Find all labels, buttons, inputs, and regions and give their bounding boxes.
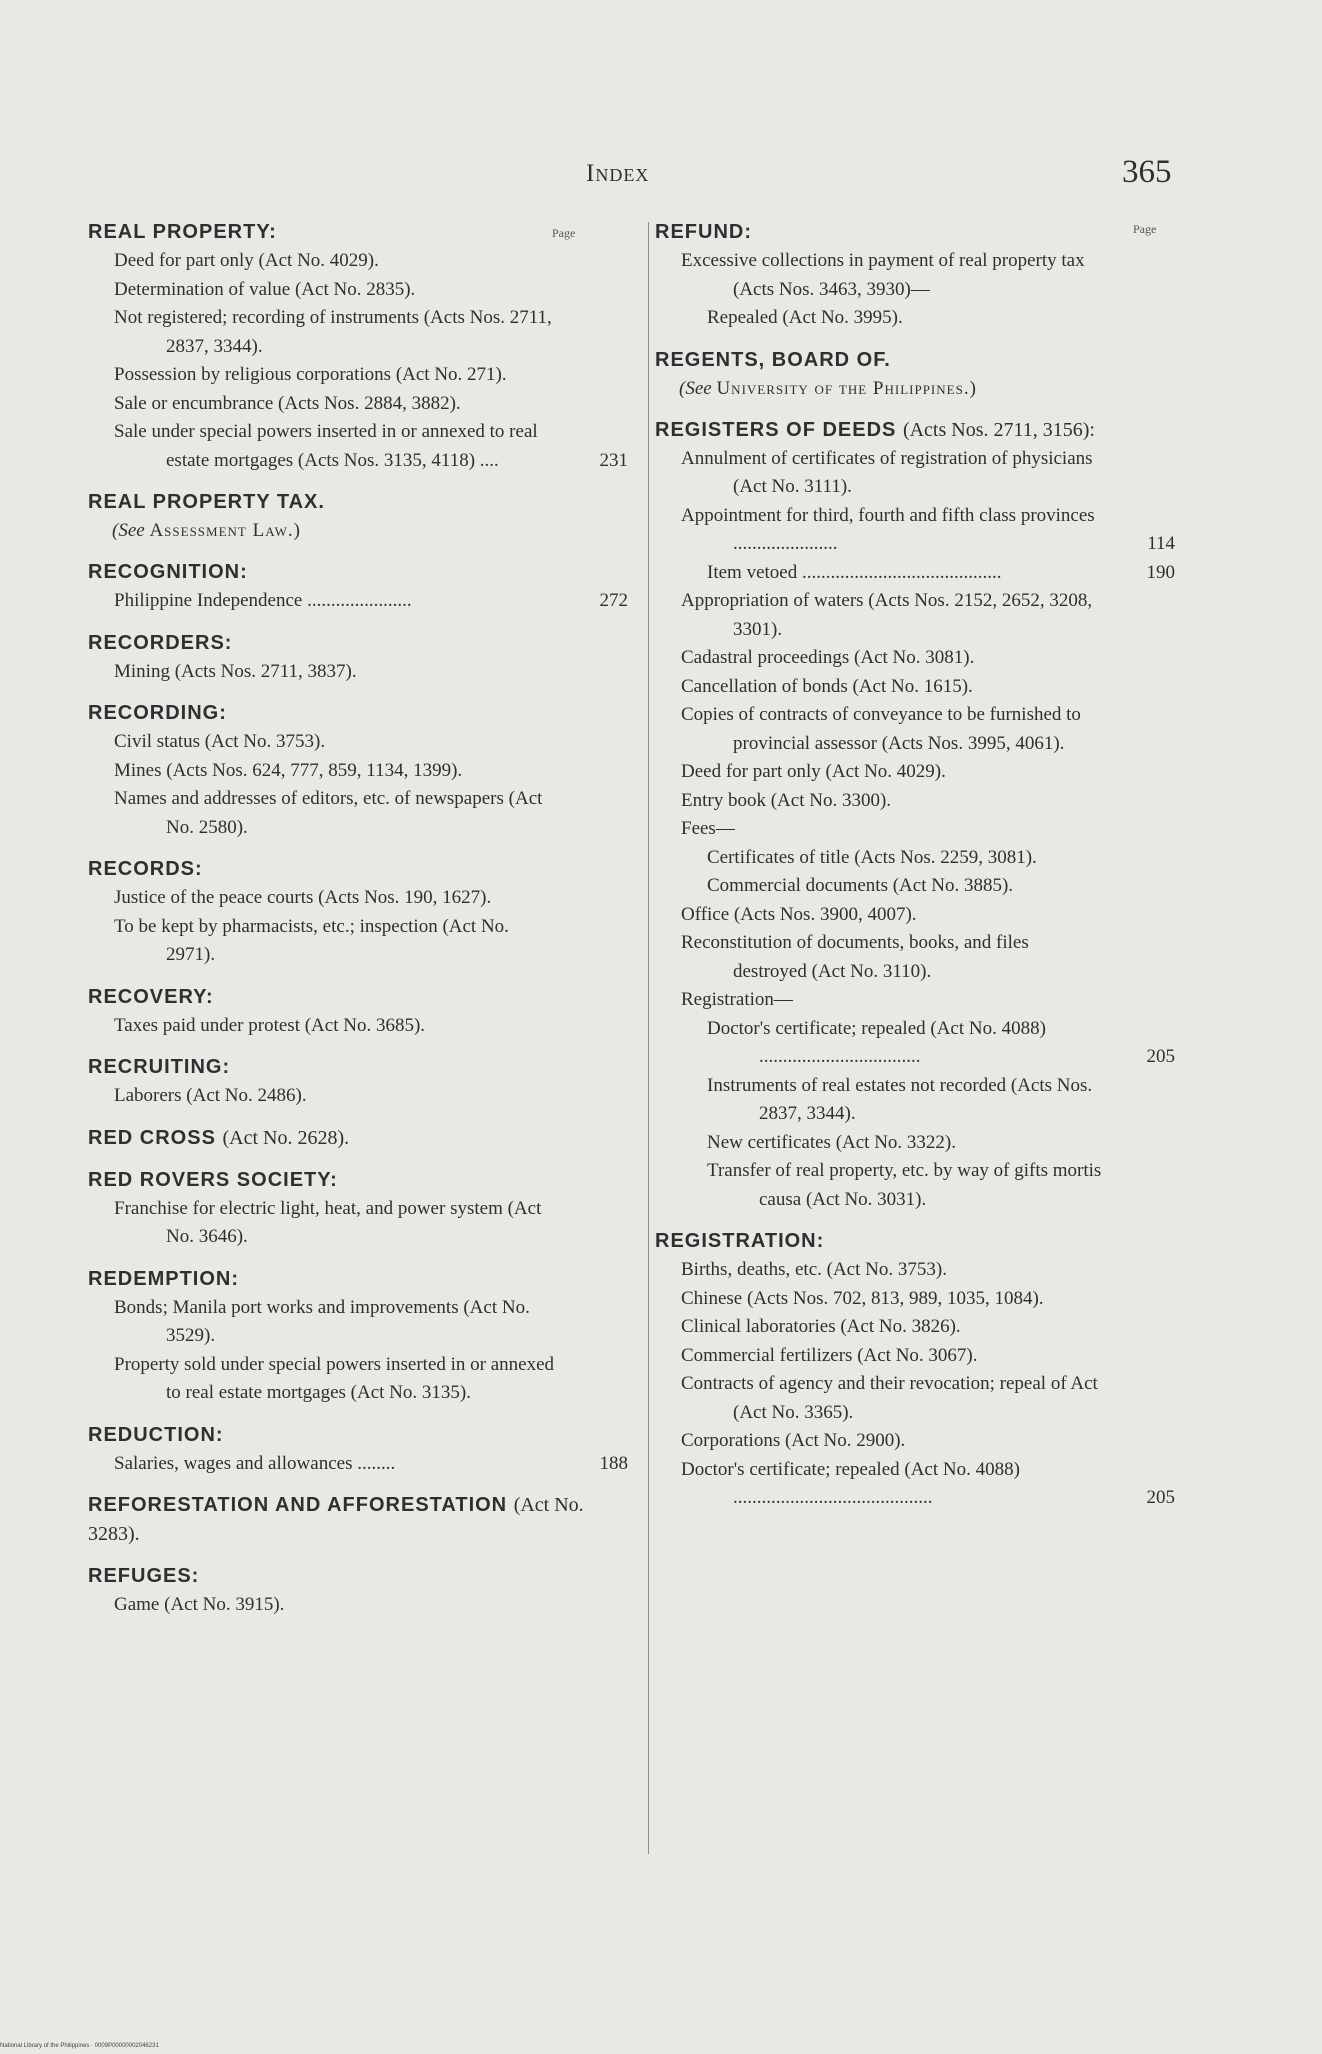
index-section [88,1562,628,1620]
index-entry [655,1456,1175,1513]
entry-text: Office (Acts Nos. 3900, 4007). [681,903,917,925]
entry-text: New certificates (Act No. 3322). [707,1131,957,1153]
entry-page-number: 114 [1147,533,1175,554]
heading-text: RED ROVERS SOCIETY: [88,1168,338,1191]
index-entry [655,986,1175,1015]
section-heading [88,629,628,658]
index-entry [655,844,1175,873]
entry-text: Copies of contracts of conveyance to be furnished to provincial assessor (Acts Nos. 3995, 4061). [681,704,1081,754]
entry-text: Corporations (Act No. 2900). [681,1430,906,1451]
entry-page-number: 188 [599,1452,628,1474]
right-page-column-label: Page [1133,222,1157,236]
entry-text: Determination of value (Act No. 2835). [114,278,416,300]
entry-page-number: 205 [1146,1487,1175,1508]
index-entry [655,247,1175,304]
column-divider [648,222,649,1854]
entry-text: Game (Act No. 3915). [114,1594,285,1615]
heading-text: RED CROSS [88,1126,216,1149]
section-heading [655,416,1175,445]
entry-text: Not registered; recording of instruments (Acts Nos. 2711, 2837, 3344). [114,307,552,357]
see-target: University of the Philippines.) [716,377,977,399]
index-entry [88,1195,628,1252]
entry-text: Franchise for electric light, heat, and power system (Act No. 3646). [114,1197,542,1247]
section-heading [88,1166,628,1195]
heading-text: REFUGES: [88,1565,200,1587]
heading-text: REAL PROPERTY: [88,221,277,243]
heading-text: RECRUITING: [88,1056,231,1078]
heading-text: REDEMPTION: [88,1267,239,1290]
entry-text: Repealed (Act No. 3995). [707,307,903,328]
index-entry [88,1012,628,1041]
index-entry [88,390,628,419]
index-section [655,346,1175,403]
index-entry [655,1313,1175,1342]
see-prefix: (See [112,520,145,541]
index-entry [88,418,628,475]
index-section [88,1491,628,1549]
section-heading [655,346,1175,375]
entry-text: Laborers (Act No. 2486). [114,1085,307,1106]
entry-text: Mining (Acts Nos. 2711, 3837). [114,660,357,682]
entry-text: Salaries, wages and allowances ........ [114,1452,396,1474]
entry-page-number: 231 [599,449,628,471]
section-heading [88,983,628,1012]
heading-text: REGISTERS OF DEEDS [655,418,897,441]
index-section [655,218,1175,333]
section-heading [88,699,628,728]
heading-reference: (Acts Nos. 2711, 3156): [902,418,1095,441]
entry-text: Fees— [681,818,735,839]
section-heading [88,1562,628,1591]
entry-text: Bonds; Manila port works and improvements (Act No. 3529). [114,1296,530,1346]
running-header-title: Index [586,160,650,187]
entry-text: Certificates of title (Acts Nos. 2259, 3081). [707,846,1037,868]
section-heading [88,488,628,517]
entry-text: Taxes paid under protest (Act No. 3685). [114,1014,426,1036]
index-entry [655,1285,1175,1314]
index-entry [655,787,1175,816]
see-reference [655,375,1175,403]
entry-text: Sale or encumbrance (Acts Nos. 2884, 3882). [114,392,461,414]
entry-text: Sale under special powers inserted in or annexed to real estate mortgages (Acts Nos. 3135, 4118) .... [114,421,538,471]
index-entry [655,1370,1175,1427]
entry-text: Cadastral proceedings (Act No. 3081). [681,647,975,668]
index-entry [655,304,1175,333]
index-entry [655,758,1175,787]
entry-text: Excessive collections in payment of real property tax (Acts Nos. 3463, 3930)— [681,250,1085,300]
index-section [88,1421,628,1479]
left-index-column [88,218,628,1633]
index-section [88,983,628,1041]
entry-text: Instruments of real estates not recorded (Acts Nos. 2837, 3344). [707,1074,1093,1124]
section-heading [88,1124,628,1153]
index-section [88,629,628,687]
entry-text: Reconstitution of documents, books, and files destroyed (Act No. 3110). [681,932,1029,982]
entry-text: Deed for part only (Act No. 4029). [114,250,379,271]
entry-text: Appropriation of waters (Acts Nos. 2152, 2652, 3208, 3301). [681,590,1093,640]
index-entry [88,1450,628,1479]
heading-text: REFORESTATION AND AFFORESTATION [88,1494,508,1516]
entry-text: Mines (Acts Nos. 624, 777, 859, 1134, 1399). [114,759,463,781]
entry-text: Appointment for third, fourth and fifth class provinces ...................... [681,504,1095,554]
entry-text: Commercial fertilizers (Act No. 3067). [681,1344,978,1366]
see-target: Assessment Law.) [149,520,301,541]
index-entry [655,929,1175,986]
right-index-column [655,218,1175,1526]
index-entry [88,785,628,842]
index-section [88,558,628,616]
index-entry [655,701,1175,758]
index-section [88,218,628,475]
index-entry [655,587,1175,644]
entry-text: Property sold under special powers inserted in or annexed to real estate mortgages (Act No. 3135). [114,1353,555,1403]
heading-text: RECOVERY: [88,985,214,1008]
index-entry [88,757,628,786]
section-heading [88,1265,628,1294]
index-entry [655,1342,1175,1371]
index-entry [88,276,628,305]
entry-text: Annulment of certificates of registration of physicians (Act No. 3111). [681,447,1093,497]
heading-text: RECOGNITION: [88,561,248,583]
index-entry [655,1157,1175,1214]
index-entry [88,728,628,757]
index-entry [88,361,628,390]
entry-page-number: 205 [1146,1046,1175,1067]
section-heading [88,1053,628,1082]
see-prefix: (See [679,377,712,399]
index-section [655,416,1175,1215]
heading-text: REGISTRATION: [655,1230,825,1252]
entry-text: Philippine Independence ...................... [114,590,412,611]
index-entry [655,1256,1175,1285]
index-entry [655,901,1175,930]
index-entry [88,247,628,276]
entry-text: Entry book (Act No. 3300). [681,789,892,811]
index-section [88,699,628,842]
heading-text: RECORDING: [88,702,227,724]
entry-text: Item vetoed .......................................... [707,561,1002,583]
index-entry [655,872,1175,901]
entry-text: Doctor's certificate; repealed (Act No. 4088) .......................................... [681,1458,1020,1508]
index-section [88,1166,628,1252]
entry-text: To be kept by pharmacists, etc.; inspection (Act No. 2971). [114,915,509,965]
entry-page-number: 272 [599,590,628,611]
index-section [655,1227,1175,1513]
entry-text: Births, deaths, etc. (Act No. 3753). [681,1259,947,1280]
index-entry [88,304,628,361]
entry-text: Commercial documents (Act No. 3885). [707,875,1014,896]
index-entry [655,815,1175,844]
index-entry [88,913,628,970]
footer-credit: National Library of the Philippines · 0009P00000002046231 [0,2043,159,2049]
entry-text: Names and addresses of editors, etc. of newspapers (Act No. 2580). [114,788,543,838]
left-page-column-label: Page [552,226,576,240]
entry-text: Doctor's certificate; repealed (Act No. 4088) .................................. [707,1017,1046,1067]
entry-text: Deed for part only (Act No. 4029). [681,761,946,782]
section-heading [88,558,628,587]
index-entry [655,445,1175,502]
index-section [88,1053,628,1111]
index-section [88,488,628,545]
section-heading [655,1227,1175,1256]
entry-text: Contracts of agency and their revocation; repeal of Act (Act No. 3365). [681,1373,1098,1423]
heading-text: RECORDS: [88,858,203,880]
index-entry [655,502,1175,559]
index-entry [655,673,1175,702]
index-entry [655,1129,1175,1158]
entry-text: Justice of the peace courts (Acts Nos. 190, 1627). [114,887,492,908]
index-entry [88,884,628,913]
see-reference [88,517,628,545]
index-section [88,1124,628,1153]
heading-text: REFUND: [655,221,752,243]
index-entry [655,1427,1175,1456]
index-section [88,855,628,970]
entry-text: Chinese (Acts Nos. 702, 813, 989, 1035, 1084). [681,1287,1044,1309]
section-heading [655,218,1175,247]
index-entry [88,658,628,687]
heading-text: RECORDERS: [88,631,233,654]
page-number: 365 [1122,154,1172,190]
entry-text: Cancellation of bonds (Act No. 1615). [681,675,973,697]
entry-page-number: 190 [1146,561,1175,583]
entry-text: Registration— [681,989,793,1010]
heading-reference: (Act No. 3283). [88,1494,584,1545]
index-entry [88,1591,628,1620]
index-entry [88,1082,628,1111]
index-entry [88,587,628,616]
heading-text: REAL PROPERTY TAX. [88,491,325,513]
index-entry [88,1351,628,1408]
entry-text: Transfer of real property, etc. by way of gifts mortis causa (Act No. 3031). [707,1160,1102,1210]
index-entry [655,1015,1175,1072]
section-heading [88,1421,628,1450]
index-entry [88,1294,628,1351]
entry-text: Possession by religious corporations (Act No. 271). [114,364,507,385]
index-section [88,1265,628,1408]
heading-reference: (Act No. 2628). [222,1126,350,1149]
index-entry [655,644,1175,673]
entry-text: Civil status (Act No. 3753). [114,731,326,752]
section-heading [88,218,628,247]
section-heading [88,855,628,884]
index-entry [655,559,1175,588]
entry-text: Clinical laboratories (Act No. 3826). [681,1316,961,1337]
index-entry [655,1072,1175,1129]
section-heading [88,1491,628,1549]
heading-text: REDUCTION: [88,1423,224,1446]
heading-text: REGENTS, BOARD OF. [655,348,891,371]
